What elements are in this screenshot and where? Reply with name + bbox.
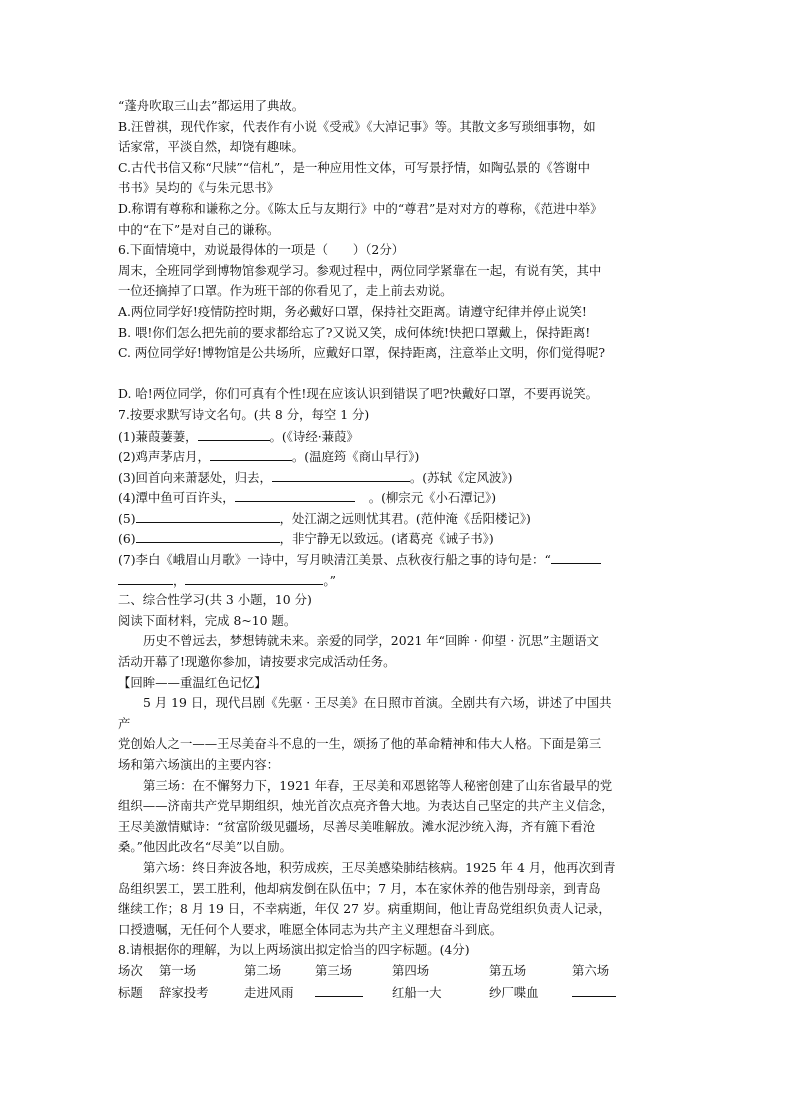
q7-item-1-source: 。(《诗经·蒹葭》	[269, 428, 359, 444]
q7-item-3	[118, 467, 680, 488]
schedule-cell: 红船一大	[392, 984, 442, 1000]
schedule-cell-blank[interactable]	[572, 982, 632, 1004]
q7-item-6-source: ，非宁静无以致远。(诸葛亮《诫子书》)	[279, 531, 494, 547]
q7-item-4-text: (4)潭中鱼可百许头，	[118, 490, 235, 506]
schedule-cell: 辞家投考	[159, 984, 209, 1000]
q7-item-1	[118, 426, 680, 447]
text-line: “蓬舟吹取三山去”都运用了典故。	[118, 98, 305, 113]
question-8: 8.请根据你的理解，为以上两场演出拟定恰当的四字标题。(4分)	[118, 942, 470, 958]
text-line: 6.下面情境中，劝说最得体的一项是（ ）（2分）	[118, 242, 405, 258]
text-line: 7.按要求默写诗文名句。(共 8 分，每空 1 分)	[118, 406, 370, 422]
scene-line: 继续工作；8 月 19 日，不幸病逝，年仅 27 岁。病重期间，他让青岛党组织负责人记录，	[118, 901, 611, 917]
answer-blank[interactable]	[185, 570, 323, 585]
scene-line: 王尽美激情赋诗：“贫富阶级见疆场，尽善尽美唯解放。滩水泥沙统入海，齐有簏下看沧	[118, 818, 596, 834]
scene-line: 第三场：在不懈努力下，1921 年春，王尽美和邓恩铭等人秘密创建了山东省最早的党	[143, 777, 613, 793]
q7-item-5-source: ，处江湖之远则忧其君。(范仲淹《岳阳楼记》)	[279, 510, 531, 526]
text-line: B. 喂!你们怎么把先前的要求都给忘了?又说又笑，成何体统!快把口罩戴上，保持距离!	[118, 324, 591, 340]
answer-blank[interactable]	[118, 570, 173, 585]
q7-item-4-source: 。(柳宗元《小石潭记》)	[368, 490, 497, 506]
paragraph-line: 5 月 19 日，现代吕剧《先驱 · 王尽美》在日照市首演。全剧共有六场，讲述了中国共	[143, 695, 612, 711]
text-line: 二、综合性学习(共 3 小题，10 分)	[118, 592, 312, 608]
q7-item-2-text: (2)鸡声茅店月，	[118, 449, 210, 465]
text-line: 中的“在下”是对自己的谦称。	[118, 221, 280, 237]
schedule-cell: 标题	[118, 984, 143, 1000]
paragraph-line: 产	[118, 715, 131, 731]
text-line: 周末，全班同学到博物馆参观学习。参观过程中，两位同学紧靠在一起，有说有笑，其中	[118, 262, 602, 278]
q7-item-6	[118, 528, 680, 549]
q7-item-2-source: 。(温庭筠《商山早行》)	[291, 449, 420, 465]
schedule-cell: 第六场	[572, 962, 610, 978]
section-heading-block	[118, 590, 680, 631]
text-line: 一位还摘掉了口罩。作为班干部的你看见了，走上前去劝说。	[118, 283, 453, 299]
text-line: D. 哈!两位同学，你们可真有个性!现在应该认识到错误了吧?快戴好口罩，不要再说笑。	[118, 386, 599, 402]
text-line: 书书》吴均的《与朱元思书》	[118, 180, 280, 196]
scene-line: 组织——济南共产党早期组织，烛光首次点亮齐鲁大地。为表达自己坚定的共产主义信念，	[118, 798, 614, 814]
intro-line: 历史不曾远去，梦想铸就未来。亲爱的同学，2021 年“回眸 · 仰望 · 沉思”主题语文	[143, 633, 599, 649]
schedule-row-scenes	[118, 961, 632, 982]
q7-item-7-comma: ，	[173, 572, 186, 588]
schedule-cell: 走进风雨	[244, 984, 294, 1000]
q7-item-4	[118, 487, 680, 508]
text-line: A.两位同学好!疫情防控时期，务必戴好口罩，保持社交距离。请遵守纪律并停止说笑!	[118, 303, 587, 319]
q7-item-7-cont	[118, 570, 680, 591]
q7-item-3-source: 。(苏轼《定风波》)	[409, 469, 513, 485]
schedule-cell: 第一场	[159, 962, 197, 978]
intro-paragraph	[118, 631, 680, 672]
q7-item-2	[118, 446, 680, 467]
q7-item-7	[118, 549, 680, 570]
q7-item-6-text: (6)	[118, 531, 136, 547]
paragraph-line: 场和第六场演出的主要内容：	[118, 757, 280, 772]
text-line: B.汪曾祺，现代作家，代表作有小说《受戒》《大淖记事》等。其散文多写琐细事物，如	[118, 118, 596, 134]
question-block	[118, 384, 680, 425]
q7-item-5-text: (5)	[118, 510, 136, 526]
scene-line: 第六场：终日奔波各地，积劳成疾，王尽美感染肺结核病。1925 年 4 月，他再次到青	[143, 859, 616, 875]
answer-blank[interactable]	[136, 528, 280, 543]
schedule-cell: 第四场	[392, 962, 430, 978]
answer-blank[interactable]	[136, 508, 280, 523]
answer-blank[interactable]	[235, 487, 355, 502]
scene-line: 岛组织罢工，罢工胜利，他却病发倒在队伍中；7 月，本在家休养的他告别母亲，到青岛	[118, 880, 601, 896]
schedule-cell: 场次	[118, 962, 143, 978]
answer-blank[interactable]	[272, 467, 410, 482]
answer-blank[interactable]	[210, 446, 292, 461]
schedule-cell: 第三场	[315, 962, 353, 978]
schedule-table	[118, 961, 632, 1003]
text-line: C.古代书信又称“尺牍”“信札”，是一种应用性文体，可写景抒情，如陶弘景的《答谢中	[118, 159, 590, 175]
paragraph-1-cont	[118, 734, 680, 775]
intro-line: 活动开幕了!现邀你参加，请按要求完成活动任务。	[118, 654, 396, 670]
text-line: 话家常，平淡自然，却饶有趣味。	[118, 139, 304, 155]
text-line: C. 两位同学好!博物馆是公共场所，应戴好口罩，保持距离，注意举止文明，你们觉得呢?	[118, 345, 605, 361]
schedule-cell: 纱厂喋血	[489, 984, 539, 1000]
scene-line: 口授遗嘱，无任何个人要求，唯愿全体同志为共产主义理想奋斗到底。	[118, 921, 503, 937]
scene-6-paragraph	[118, 858, 680, 940]
answer-blank[interactable]	[551, 549, 601, 564]
answer-blank[interactable]	[198, 426, 270, 441]
options-block	[118, 96, 680, 364]
section-title: 【回眸——重温红色记忆】	[118, 674, 267, 690]
text-line: 阅读下面材料，完成 8~10 题。	[118, 612, 297, 628]
document-page	[118, 96, 680, 1003]
q7-item-1-text: (1)蒹葭萋萋，	[118, 428, 198, 444]
q7-item-3-text: (3)回首向来萧瑟处，归去，	[118, 469, 272, 485]
schedule-row-titles	[118, 982, 632, 1004]
q7-item-7-text: (7)李白《峨眉山月歌》一诗中，写月映清江美景、点秋夜行船之事的诗句是：“	[118, 552, 551, 568]
q7-item-5	[118, 508, 680, 529]
scene-3-paragraph	[118, 776, 680, 858]
q7-item-7-end: 。”	[323, 572, 336, 588]
text-line: D.称谓有尊称和谦称之分。《陈太丘与友期行》中的“尊君”是对对方的尊称，《范进中举》	[118, 200, 603, 216]
paragraph-1	[118, 693, 680, 734]
schedule-cell: 第五场	[489, 962, 527, 978]
blank-line	[118, 364, 680, 385]
schedule-cell-blank[interactable]	[315, 982, 392, 1004]
schedule-cell: 第二场	[244, 962, 282, 978]
paragraph-line: 党创始人之一——王尽美奋斗不息的一生，颂扬了他的革命精神和伟大人格。下面是第三	[118, 736, 602, 752]
scene-line: 桑。”他因此改名“尽美”以自励。	[118, 839, 292, 855]
